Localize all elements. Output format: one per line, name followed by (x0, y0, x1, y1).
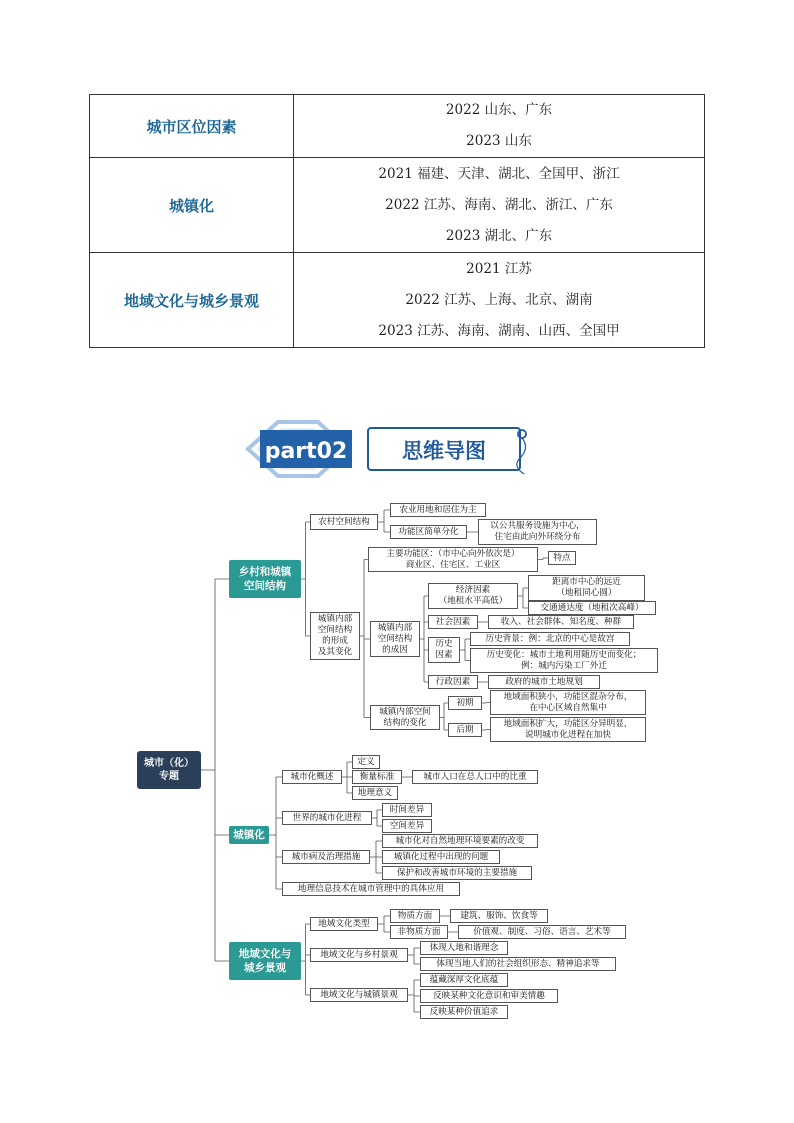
mindmap-node-n-harmony (420, 941, 508, 955)
mindmap-node-n-world (282, 811, 372, 825)
node-text: 地域面积扩大，功能区分异明显， (503, 718, 633, 729)
year-line: 2023 江苏、海南、湖南、山西、全国甲 (378, 322, 620, 339)
node-text: 地理意义 (357, 787, 393, 798)
node-text: 因素 (435, 650, 453, 660)
node-text: 城镇化过程中出现的问题 (393, 851, 489, 862)
mindmap-node-n-local (420, 957, 616, 971)
mindmap-node-n-traffic (528, 601, 656, 615)
node-text: 历史变化：城市土地利用随历史而变化； (486, 649, 642, 660)
node-text: 地域文化与乡村景观 (320, 949, 398, 960)
node-text: 行政因素 (435, 676, 471, 687)
mindmap-node-n-feature (548, 551, 576, 565)
year-line: 2022 江苏、上海、北京、湖南 (405, 291, 593, 308)
node-text: 地域文化与城镇景观 (320, 989, 398, 1000)
node-text: 农村空间结构 (318, 516, 370, 527)
root-topic (137, 751, 201, 789)
topic-cell: 地域文化与城乡景观 (90, 253, 294, 348)
connector-line (378, 510, 390, 532)
node-text: 交通通达度（地租次高峰） (540, 602, 644, 613)
node-text: 体现人地和谐理念 (429, 942, 499, 953)
node-text: 衡量标准 (359, 771, 395, 782)
branch-urbanization (229, 826, 269, 844)
node-text: 特点 (553, 552, 571, 563)
mindmap-node-n-agri (390, 503, 486, 517)
node-text: 城市人口在总人口中的比重 (423, 771, 527, 782)
node-text: 空间结构 (244, 580, 286, 592)
mindmap-node-n-town-land (310, 988, 408, 1002)
mindmap-node-n-nonmat-d (458, 925, 626, 939)
node-text: 城市病及治理措施 (291, 851, 361, 862)
node-text: 说明城市化进程在加快 (525, 729, 611, 740)
node-text: 空间差异 (389, 820, 425, 831)
node-text: 物质方面 (397, 910, 433, 921)
mindmap-node-n-main-func (368, 547, 538, 572)
connector-line (538, 558, 548, 560)
node-text: 历史 (435, 639, 453, 649)
node-text: 时间差异 (389, 804, 425, 815)
node-text: 保护和改善城市环境的主要措施 (396, 867, 518, 878)
node-text: 结构的变化 (383, 717, 427, 728)
mindmap-node-n-hist-bg (470, 632, 630, 646)
node-text: 例：城内污染工厂外迁 (521, 660, 607, 671)
mindmap-node-n-protect (382, 866, 532, 880)
node-text: 功能区简单分化 (398, 526, 459, 537)
node-text: 体现当地人们的社会组织形态、精神追求等 (436, 958, 600, 969)
mindmap-node-n-disease (282, 850, 370, 864)
connector-line (518, 588, 528, 608)
connector-line (372, 810, 382, 826)
topic-cell: 城镇化 (90, 158, 294, 253)
connector-line (408, 980, 420, 1012)
node-text: 经济因素 (455, 585, 491, 595)
banner-title: 思维导图 (402, 439, 486, 463)
connector-line (360, 560, 370, 718)
year-line: 2022 山东、广东 (445, 102, 553, 118)
connector-line (408, 948, 420, 964)
mindmap-node-n-material (390, 909, 440, 923)
mindmap-node-n-time (382, 803, 432, 817)
node-text: 定义 (357, 756, 375, 767)
connector-line (201, 579, 229, 961)
mindmap-node-n-gis (282, 882, 460, 896)
mindmap-node-n-town-form (310, 612, 360, 660)
node-text: 城镇化 (233, 829, 265, 841)
node-text: 城市（化） (144, 758, 194, 769)
branch-regional-culture (229, 942, 301, 980)
node-text: 城镇内部 (317, 614, 353, 624)
mindmap-node-n-dist (528, 575, 645, 601)
year-line: 2021 江苏 (466, 260, 532, 277)
connector-line (370, 841, 382, 873)
node-text: 历史背景：例：北京的中心是故宫 (485, 633, 615, 644)
mindmap-node-n-public (478, 519, 597, 545)
connector-line (440, 703, 448, 730)
node-text: 城镇内部 (377, 622, 413, 633)
node-text: 地域文化类型 (318, 918, 370, 929)
node-text: 地域面积狭小，功能区混杂分布， (503, 691, 633, 702)
mindmap-node-n-deep (420, 973, 508, 987)
mindmap-node-n-problem (382, 850, 500, 864)
node-text: 商业区、住宅区、工业区 (405, 559, 501, 570)
node-text: 城市化概述 (290, 771, 334, 782)
mindmap-node-n-impact (382, 834, 538, 848)
mindmap-node-n-ratio (412, 770, 538, 784)
node-text: 世界的城市化进程 (292, 812, 362, 823)
mindmap-node-n-gov (488, 675, 600, 689)
year-line: 2023 湖北、广东 (445, 227, 553, 244)
connector-line (301, 924, 310, 995)
mindmap-node-n-late (448, 723, 482, 737)
branch-spatial-structure (229, 560, 301, 598)
connector-line (378, 916, 390, 932)
connector-line (420, 596, 428, 682)
node-text: 以公共服务设施为中心， (490, 521, 585, 531)
connector-line (301, 522, 310, 636)
mindmap-node-n-admin (428, 675, 478, 689)
node-text: 的成因 (382, 644, 408, 655)
mindmap-node-n-geo (352, 786, 398, 800)
node-text: 住宅由此向外环绕分布 (494, 532, 581, 542)
mindmap-node-n-def (352, 755, 380, 769)
node-text: 反映某种价值追求 (429, 1006, 499, 1017)
node-text: 主要功能区：（市中心向外依次是） (386, 548, 520, 559)
year-line: 2022 江苏、海南、湖北、浙江、广东 (385, 196, 613, 213)
node-text: 收入、社会群体、知名度、种群 (500, 616, 622, 627)
mindmap-node-n-rural (310, 514, 378, 530)
year-line: 2023 山东 (466, 133, 532, 149)
node-text: 蕴藏深厚文化底蕴 (429, 974, 499, 985)
node-text: 空间结构 (377, 633, 413, 644)
node-text: 地域文化与 (238, 948, 292, 960)
node-text: 乡村和城镇 (238, 566, 292, 578)
mindmap-node-n-history (428, 637, 460, 663)
node-text: 城市化对自然地理环境要素的改变 (395, 835, 525, 846)
mindmap-node-n-measure (352, 770, 402, 784)
node-text: （地租水平高低） (438, 596, 508, 606)
mindmap-node-n-late-d (490, 717, 646, 742)
connector-line (269, 777, 282, 889)
node-text: 及其变化 (317, 647, 353, 657)
mindmap-node-n-early (448, 696, 482, 710)
node-text: （地租同心圆） (556, 588, 617, 598)
node-text: 地理信息技术在城市管理中的具体应用 (297, 883, 445, 894)
topic-cell: 城市区位因素 (90, 95, 294, 158)
year-line: 2021 福建、天津、湖北、全国甲、浙江 (378, 165, 620, 182)
node-text: 反映某种文化意识和审美情趣 (433, 990, 545, 1001)
mindmap-node-n-space (382, 819, 432, 833)
mindmap-node-n-rural-land (310, 948, 408, 962)
node-text: 初期 (456, 697, 474, 708)
mindmap-node-n-social (428, 615, 478, 629)
part-label: part02 (264, 439, 348, 464)
mindmap-node-n-econ (428, 583, 518, 609)
node-text: 专题 (159, 771, 179, 782)
node-text: 后期 (456, 724, 474, 735)
node-text: 在中心区域自然集中 (529, 702, 607, 713)
connector-line (482, 730, 490, 731)
mindmap-node-n-nonmat (390, 925, 448, 939)
node-text: 距离市中心的远近 (552, 577, 621, 587)
node-text: 建筑、服饰、饮食等 (460, 910, 538, 921)
mindmap-node-n-cause (370, 621, 420, 657)
mindmap-node-n-func-simple (390, 525, 467, 539)
node-text: 空间结构 (317, 625, 353, 635)
mindmap-node-n-overview (282, 770, 342, 784)
mindmap-node-n-reflect (420, 989, 558, 1003)
node-text: 政府的城市土地规划 (505, 676, 583, 687)
connector-line (342, 762, 352, 793)
connector-line (482, 703, 490, 704)
node-text: 价值观、制度、习俗、语言、艺术等 (473, 926, 611, 937)
mindmap-node-n-early-d (490, 690, 646, 715)
node-text: 社会因素 (435, 616, 471, 627)
mindmap-node-n-value (420, 1005, 508, 1019)
mindmap-node-n-material-d (450, 909, 548, 923)
node-text: 城乡景观 (244, 962, 286, 974)
mindmap-node-n-income (488, 615, 634, 629)
connector-line (460, 639, 470, 661)
node-text: 的形成 (322, 636, 348, 646)
node-text: 非物质方面 (397, 926, 441, 937)
mindmap-node-n-hist-change (470, 648, 658, 673)
mindmap-node-n-change (370, 705, 440, 730)
node-text: 农业用地和居住为主 (399, 504, 477, 515)
mindmap-node-n-type (310, 917, 378, 931)
node-text: 城镇内部空间 (379, 706, 431, 717)
